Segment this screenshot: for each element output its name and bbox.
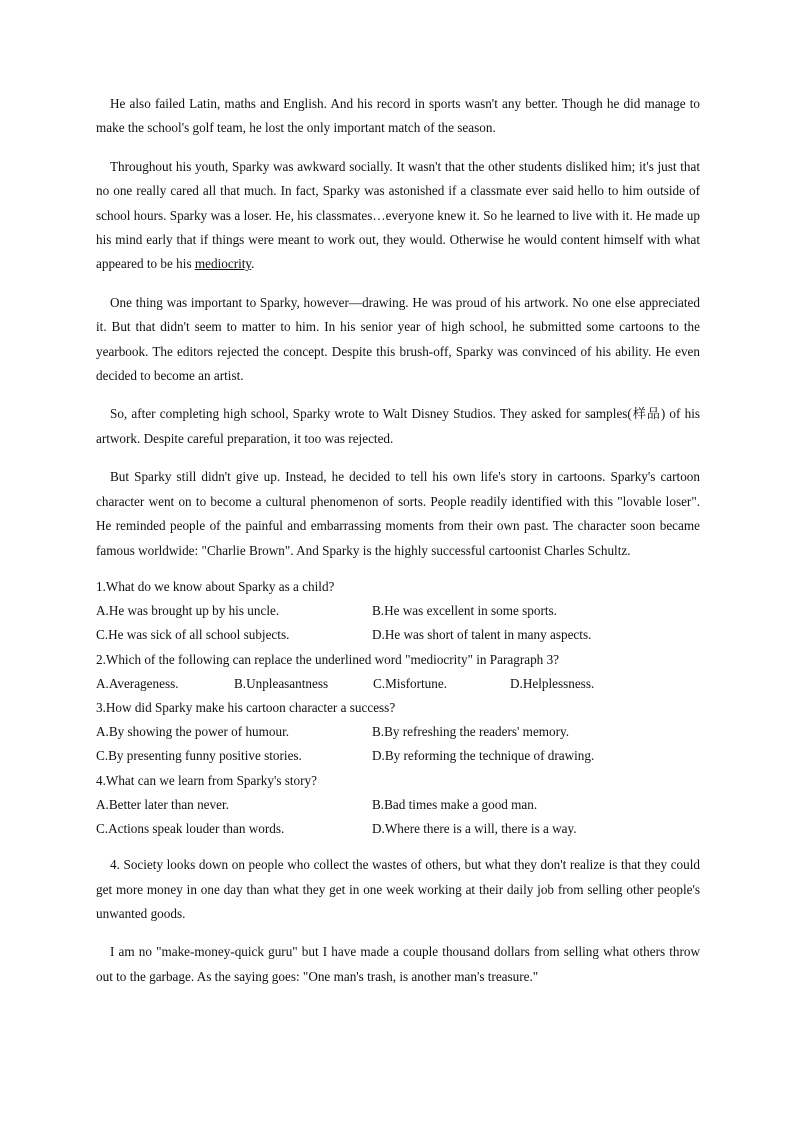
option-row: [96, 720, 700, 744]
paragraph-5: But Sparky still didn't give up. Instead, he decided to tell his own life's story in cartoons. Sparky's cartoon character went on to become a cultural phenomenon of sorts. People readily identified with this "lovable loser". He reminded people of the painful and embarrassing moments from their own past. The character soon became famous worldwide: "Charlie Brown". And Sparky is the highly successful cartoonist Charles Schultz.: [96, 469, 700, 558]
option-d: D.Helplessness.: [510, 675, 595, 691]
option-row: [96, 744, 700, 768]
question-stem: 1.What do we know about Sparky as a child?: [96, 578, 335, 594]
option-row: [96, 599, 700, 623]
paragraph-2: [96, 155, 700, 277]
option-c: C.Misfortune.: [373, 675, 447, 691]
option-b: B.Bad times make a good man.: [372, 796, 538, 812]
paragraph-3: One thing was important to Sparky, however—drawing. He was proud of his artwork. No one else appreciated it. But that didn't seem to matter to him. In his senior year of high school, he submitted some cartoons to the yearbook. The editors rejected the concept. Despite this brush-off, Sparky was convinced of his ability. He even decided to become an artist.: [96, 294, 700, 384]
option-b: B.By refreshing the readers' memory.: [372, 724, 570, 740]
option-a: A.Averageness.: [96, 675, 179, 691]
paragraph-1: He also failed Latin, maths and English. And his record in sports wasn't any better. Though he did manage to make the school's golf team, he lost the only important match of the season.: [96, 96, 700, 136]
paragraph-2-end: .: [251, 256, 255, 272]
paragraph-2-text: Throughout his youth, Sparky was awkward socially. It wasn't that the other students disliked him; it's just that no one really cared all that much. In fact, Sparky was astonished if a classmate ever said hello to him outside of school hours. Sparky was a loser. He, his classmates…everyone knew it. So he learned to live with it. He made up his mind early that if things were meant to work out, they would. Otherwise he would content himself with what appeared to be his: [96, 158, 700, 272]
paragraph-4: So, after completing high school, Sparky wrote to Walt Disney Studios. They asked for samples(样品) of his artwork. Despite careful preparation, it too was rejected.: [96, 406, 700, 446]
option-a: A.By showing the power of humour.: [96, 724, 290, 740]
question-stem: 2.Which of the following can replace the underlined word "mediocrity" in Paragraph 3?: [96, 651, 560, 667]
option-row: [96, 623, 700, 647]
option-row: [96, 672, 700, 696]
passage-2-paragraph-2: I am no "make-money-quick guru" but I have made a couple thousand dollars from selling what others throw out to the garbage. As the saying goes: "One man's trash, is another man's treasure.": [96, 944, 700, 984]
question-stem: 3.How did Sparky make his cartoon character a success?: [96, 699, 396, 715]
option-d: D.By reforming the technique of drawing.: [372, 748, 595, 764]
option-d: D.Where there is a will, there is a way.: [372, 820, 577, 836]
underlined-word: mediocrity: [194, 256, 252, 272]
document-body: [96, 92, 700, 1003]
option-b: B.He was excellent in some sports.: [372, 603, 557, 619]
option-c: C.By presenting funny positive stories.: [96, 748, 302, 764]
option-a: A.He was brought up by his uncle.: [96, 603, 280, 619]
option-b: B.Unpleasantness: [234, 675, 329, 691]
spacer: [96, 841, 700, 853]
option-c: C.He was sick of all school subjects.: [96, 627, 290, 643]
question-list: [96, 575, 700, 841]
option-d: D.He was short of talent in many aspects.: [372, 627, 592, 643]
passage-2-paragraph-1: 4. Society looks down on people who collect the wastes of others, but what they don't realize is that they could get more money in one day than what they get in one week working at their daily job from selling other people's unwanted goods.: [96, 857, 700, 921]
option-row: [96, 817, 700, 841]
question-stem: 4.What can we learn from Sparky's story?: [96, 772, 317, 788]
option-row: [96, 793, 700, 817]
option-a: A.Better later than never.: [96, 796, 229, 812]
option-c: C.Actions speak louder than words.: [96, 820, 285, 836]
